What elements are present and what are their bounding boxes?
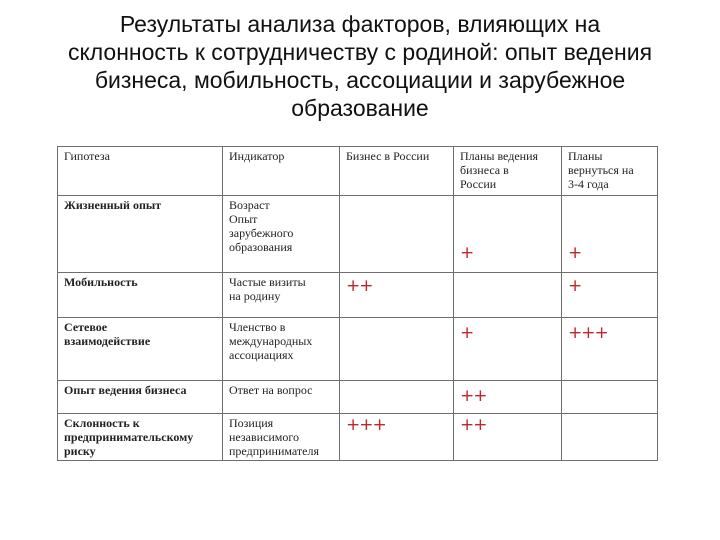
indicator-line: Ответ на вопрос — [229, 383, 313, 397]
cell-indicator — [223, 381, 340, 414]
header-line: России — [460, 177, 497, 191]
indicator-line: ассоциациях — [229, 348, 294, 362]
cell-business-in-russia — [340, 196, 454, 273]
indicator-line: Возраст — [229, 198, 270, 212]
hypothesis-line: предпринимательскому — [64, 430, 194, 444]
cell-hypothesis — [58, 414, 223, 461]
header-line: Планы ведения — [460, 149, 539, 163]
cell-plans-return — [562, 196, 658, 273]
header-line: вернуться на — [568, 163, 634, 177]
slide-title — [30, 10, 690, 122]
title-line: склонность к сотрудничеству с родиной: опыт ведения — [67, 39, 653, 65]
effect-mark — [346, 198, 448, 244]
cell-indicator — [223, 273, 340, 318]
indicator-line: Позиция — [229, 416, 274, 430]
header-plans-return — [562, 147, 658, 196]
cell-hypothesis: Жизненный опыт — [58, 196, 223, 273]
indicator-line: Опыт — [229, 212, 258, 226]
effect-mark: ++ — [460, 386, 487, 406]
header-line: Планы — [568, 149, 603, 163]
cell-business-in-russia — [340, 381, 454, 414]
effect-mark: ++ — [346, 276, 373, 296]
title-line: образование — [291, 95, 429, 121]
indicator-line: Частые визиты — [229, 275, 306, 289]
indicator-line: зарубежного — [229, 226, 294, 240]
effect-mark: +++ — [346, 415, 386, 435]
header-line: бизнеса в — [460, 163, 509, 177]
indicator-line: независимого — [229, 430, 300, 444]
cell-plans-business — [454, 196, 562, 273]
indicator-line: предпринимателя — [229, 444, 319, 458]
effect-mark: + — [568, 243, 582, 263]
cell-indicator — [223, 318, 340, 381]
effect-mark — [568, 383, 652, 387]
indicator-line: Членство в — [229, 320, 286, 334]
cell-indicator — [223, 196, 340, 273]
table-row — [58, 318, 658, 381]
table-row — [58, 196, 658, 273]
cell-hypothesis — [58, 318, 223, 381]
effect-mark: + — [460, 243, 474, 263]
cell-hypothesis: Опыт ведения бизнеса — [58, 381, 223, 414]
cell-plans-return — [562, 318, 658, 381]
effect-mark — [460, 275, 556, 277]
cell-business-in-russia — [340, 318, 454, 381]
factors-table — [57, 146, 658, 461]
header-plans-business — [454, 147, 562, 196]
title-line: Результаты анализа факторов, влияющих на — [119, 11, 601, 37]
hypothesis-line: Склонность к — [64, 416, 140, 430]
table-row — [58, 273, 658, 318]
cell-business-in-russia — [340, 414, 454, 461]
header-line: 3-4 года — [568, 177, 609, 191]
effect-mark — [346, 320, 448, 324]
cell-business-in-russia — [340, 273, 454, 318]
hypothesis-line: взаимодействие — [64, 334, 151, 348]
hypothesis-line: риску — [64, 444, 96, 458]
indicator-line: на родину — [229, 289, 281, 303]
effect-mark: + — [568, 276, 582, 296]
table-row — [58, 414, 658, 461]
cell-plans-return — [562, 273, 658, 318]
header-business-in-russia: Бизнес в России — [340, 147, 454, 196]
header-hypothesis: Гипотеза — [58, 147, 223, 196]
cell-plans-business — [454, 381, 562, 414]
indicator-line: международных — [229, 334, 313, 348]
cell-plans-business — [454, 318, 562, 381]
cell-plans-business — [454, 273, 562, 318]
cell-hypothesis: Мобильность — [58, 273, 223, 318]
table-row — [58, 381, 658, 414]
title-line: бизнеса, мобильность, ассоциации и зарубежное — [94, 67, 626, 93]
cell-indicator — [223, 414, 340, 461]
indicator-line: образования — [229, 240, 293, 254]
effect-mark: ++ — [460, 415, 487, 435]
effect-mark: + — [460, 323, 474, 343]
table-header-row — [58, 147, 658, 196]
effect-mark — [346, 383, 448, 387]
header-indicator: Индикатор — [223, 147, 340, 196]
cell-plans-business — [454, 414, 562, 461]
hypothesis-line: Сетевое — [64, 320, 108, 334]
effect-mark: +++ — [568, 323, 608, 343]
cell-plans-return — [562, 414, 658, 461]
cell-plans-return — [562, 381, 658, 414]
